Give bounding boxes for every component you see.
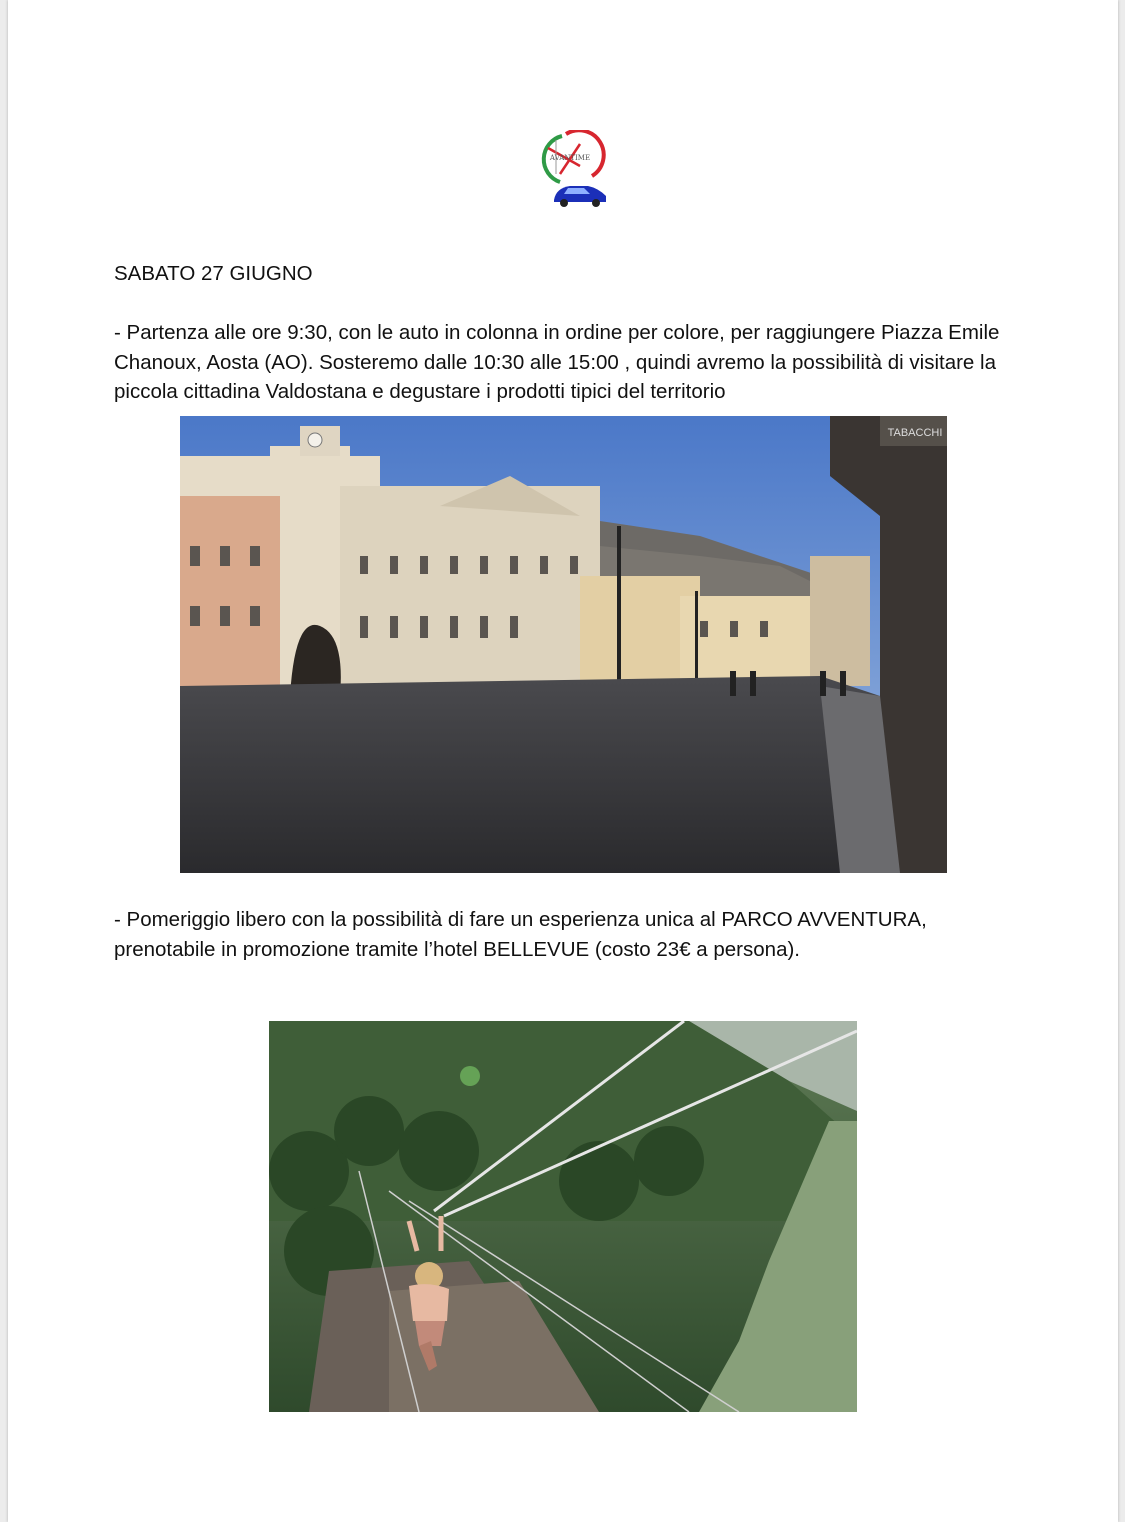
avantime-club-logo [526, 130, 616, 212]
paragraph-departure: - Partenza alle ore 9:30, con le auto in colonna in ordine per colore, per raggiungere Piazza Emile Chanoux, Aosta (AO). Sosteremo dalle 10:30 alle 15:00 , quindi avremo la possibilità di visitare la piccola cittadina Valdostana e degustare i prodotti tipici del territorio [114, 321, 1000, 403]
date-heading: SABATO 27 GIUGNO [114, 262, 313, 285]
document-page [8, 0, 1118, 1522]
photo-piazza-chanoux [180, 416, 947, 873]
shop-sign-text: TABACCHI [887, 427, 943, 439]
paragraph-afternoon: - Pomeriggio libero con la possibilità di fare un esperienza unica al PARCO AVVENTURA, prenotabile in promozione tramite l’hotel BELLEVUE (costo 23€ a persona). [114, 908, 927, 961]
photo-zipline-parco-avventura [269, 1021, 857, 1412]
logo-text: AVANTIME [549, 154, 591, 162]
